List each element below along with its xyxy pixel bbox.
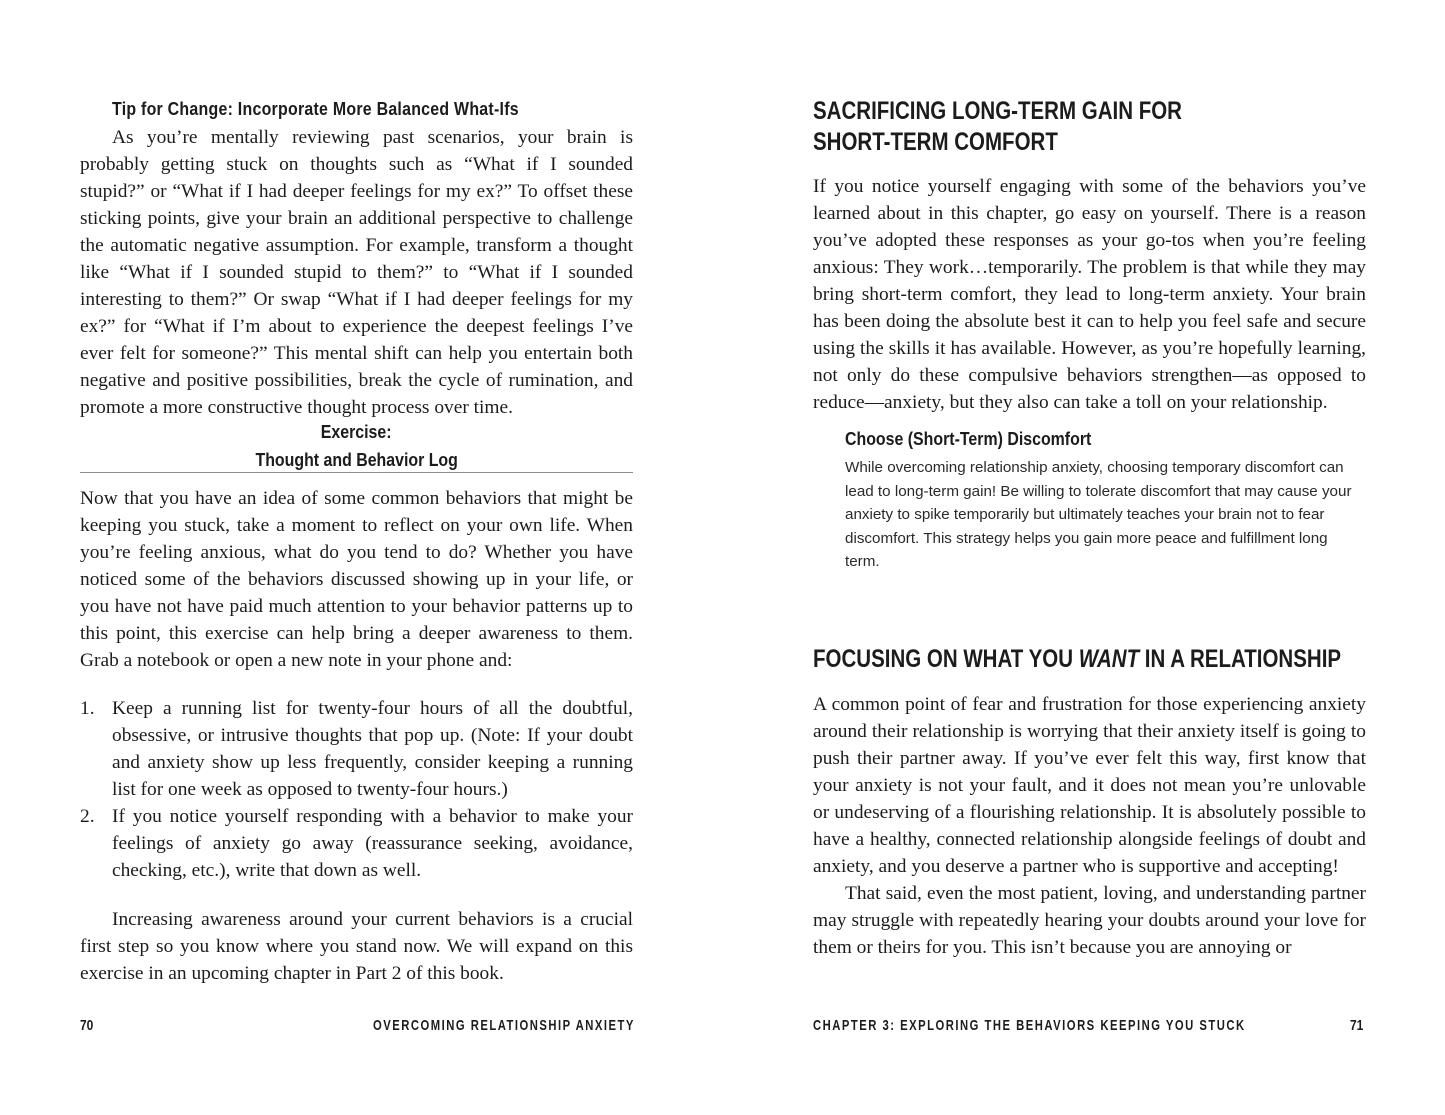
heading-line-1: SACRIFICING LONG-TERM GAIN FOR [813,97,1182,125]
exercise-heading [80,418,633,474]
tip-body: As you’re mentally reviewing past scenarios, your brain is probably getting stuck on thoughts such as “What if I sounded stupid?” or “What if I had deeper feelings for my ex?” To offset these sticking points, give your brain an additional perspective to challenge the automatic negative assumption. For example, transform a thought like “What if I sounded stupid to them?” to “What if I sounded interesting to them?” Or swap “What if I had deeper feelings for my ex?” for “What if I’m about to experience the deepest feelings I’ve ever felt for someone?” This mental shift can help you entertain both negative and positive possibilities, break the cycle of rumination, and promote a more constructive thought process over time. [80,127,633,418]
heading-part: FOCUSING ON WHAT YOU [813,645,1079,673]
list-text: If you notice yourself responding with a behavior to make your feelings of anxiety go away (reassurance seeking, avoidance, checking, etc.), write that down as well. [112,806,633,881]
section-heading-sacrificing [813,96,1182,158]
list-item [80,803,633,884]
running-head-left: OVERCOMING RELATIONSHIP ANXIETY [373,1017,635,1034]
callout-body: While overcoming relationship anxiety, choosing temporary discomfort can lead to long-term gain! Be willing to tolerate discomfort that may cause your anxiety to spike temporarily but ultimately teaches your brain not to fear discomfort. This strategy helps you gain more peace and fulfillment long term. [845,459,1352,570]
running-head-right: CHAPTER 3: EXPLORING THE BEHAVIORS KEEPING YOU STUCK [813,1017,1246,1034]
callout-heading: Choose (Short-Term) Discomfort [845,428,1092,449]
list-number: 1. [80,698,95,719]
section-heading-focusing [813,644,1341,675]
heading-part: IN A RELATIONSHIP [1139,645,1342,673]
paragraph: That said, even the most patient, loving, and understanding partner may struggle with repeatedly hearing your doubts around your love for them or theirs for you. This isn’t because you are annoying or [813,883,1366,958]
list-text: Keep a running list for twenty-four hours of all the doubtful, obsessive, or intrusive thoughts that pop up. (Note: If your doubt and anxiety show up less frequently, consider keeping a running list for one week as opposed to twenty-four hours.) [112,698,633,800]
exercise-title: Thought and Behavior Log [255,449,458,470]
exercise-intro: Now that you have an idea of some common behaviors that might be keeping you stuck, take a moment to reflect on your own life. When you’re feeling anxious, what do you tend to do? Whether you have noticed some of the behaviors discussed showing up in your life, or you have not have paid much attention to your behavior patterns up to this point, this exercise can help bring a deeper awareness to them. Grab a notebook or open a new note in your phone and: [80,488,633,671]
exercise-label: Exercise: [321,421,392,442]
tip-heading: Tip for Change: Incorporate More Balanced What-Ifs [112,98,519,119]
page-number-left: 70 [80,1017,94,1034]
exercise-closing: Increasing awareness around your current behaviors is a crucial first step so you know where you stand now. We will expand on this exercise in an upcoming chapter in Part 2 of this book. [80,909,633,984]
page-number-right: 71 [1350,1017,1364,1034]
paragraph: A common point of fear and frustration for those experiencing anxiety around their relationship is worrying that their anxiety itself is going to push their partner away. If you’ve ever felt this way, first know that your anxiety is not your fault, and it does not mean you’re unlovable or undeserving of a flourishing relationship. It is absolutely possible to have a healthy, connected relationship alongside feelings of doubt and anxiety, and you deserve a partner who is supportive and accepting! [813,694,1366,877]
section-body-sacrificing: If you notice yourself engaging with some of the behaviors you’ve learned about in this chapter, go easy on yourself. There is a reason you’ve adopted these responses as your go-tos when you’re feeling anxious: They work…temporarily. The problem is that while they may bring short-term comfort, they lead to long-term anxiety. Your brain has been doing the absolute best it can to help you feel safe and secure using the skills it has available. However, as you’re hopefully learning, not only do these compulsive behaviors strengthen—as opposed to reduce—anxiety, but they also can take a toll on your relationship. [813,176,1366,413]
list-item [80,695,633,803]
section-body-focusing [813,691,1366,961]
exercise-divider [80,472,633,473]
heading-line-2: SHORT-TERM COMFORT [813,128,1058,156]
heading-emphasis: WANT [1078,645,1140,673]
exercise-steps [80,695,633,884]
list-number: 2. [80,806,95,827]
